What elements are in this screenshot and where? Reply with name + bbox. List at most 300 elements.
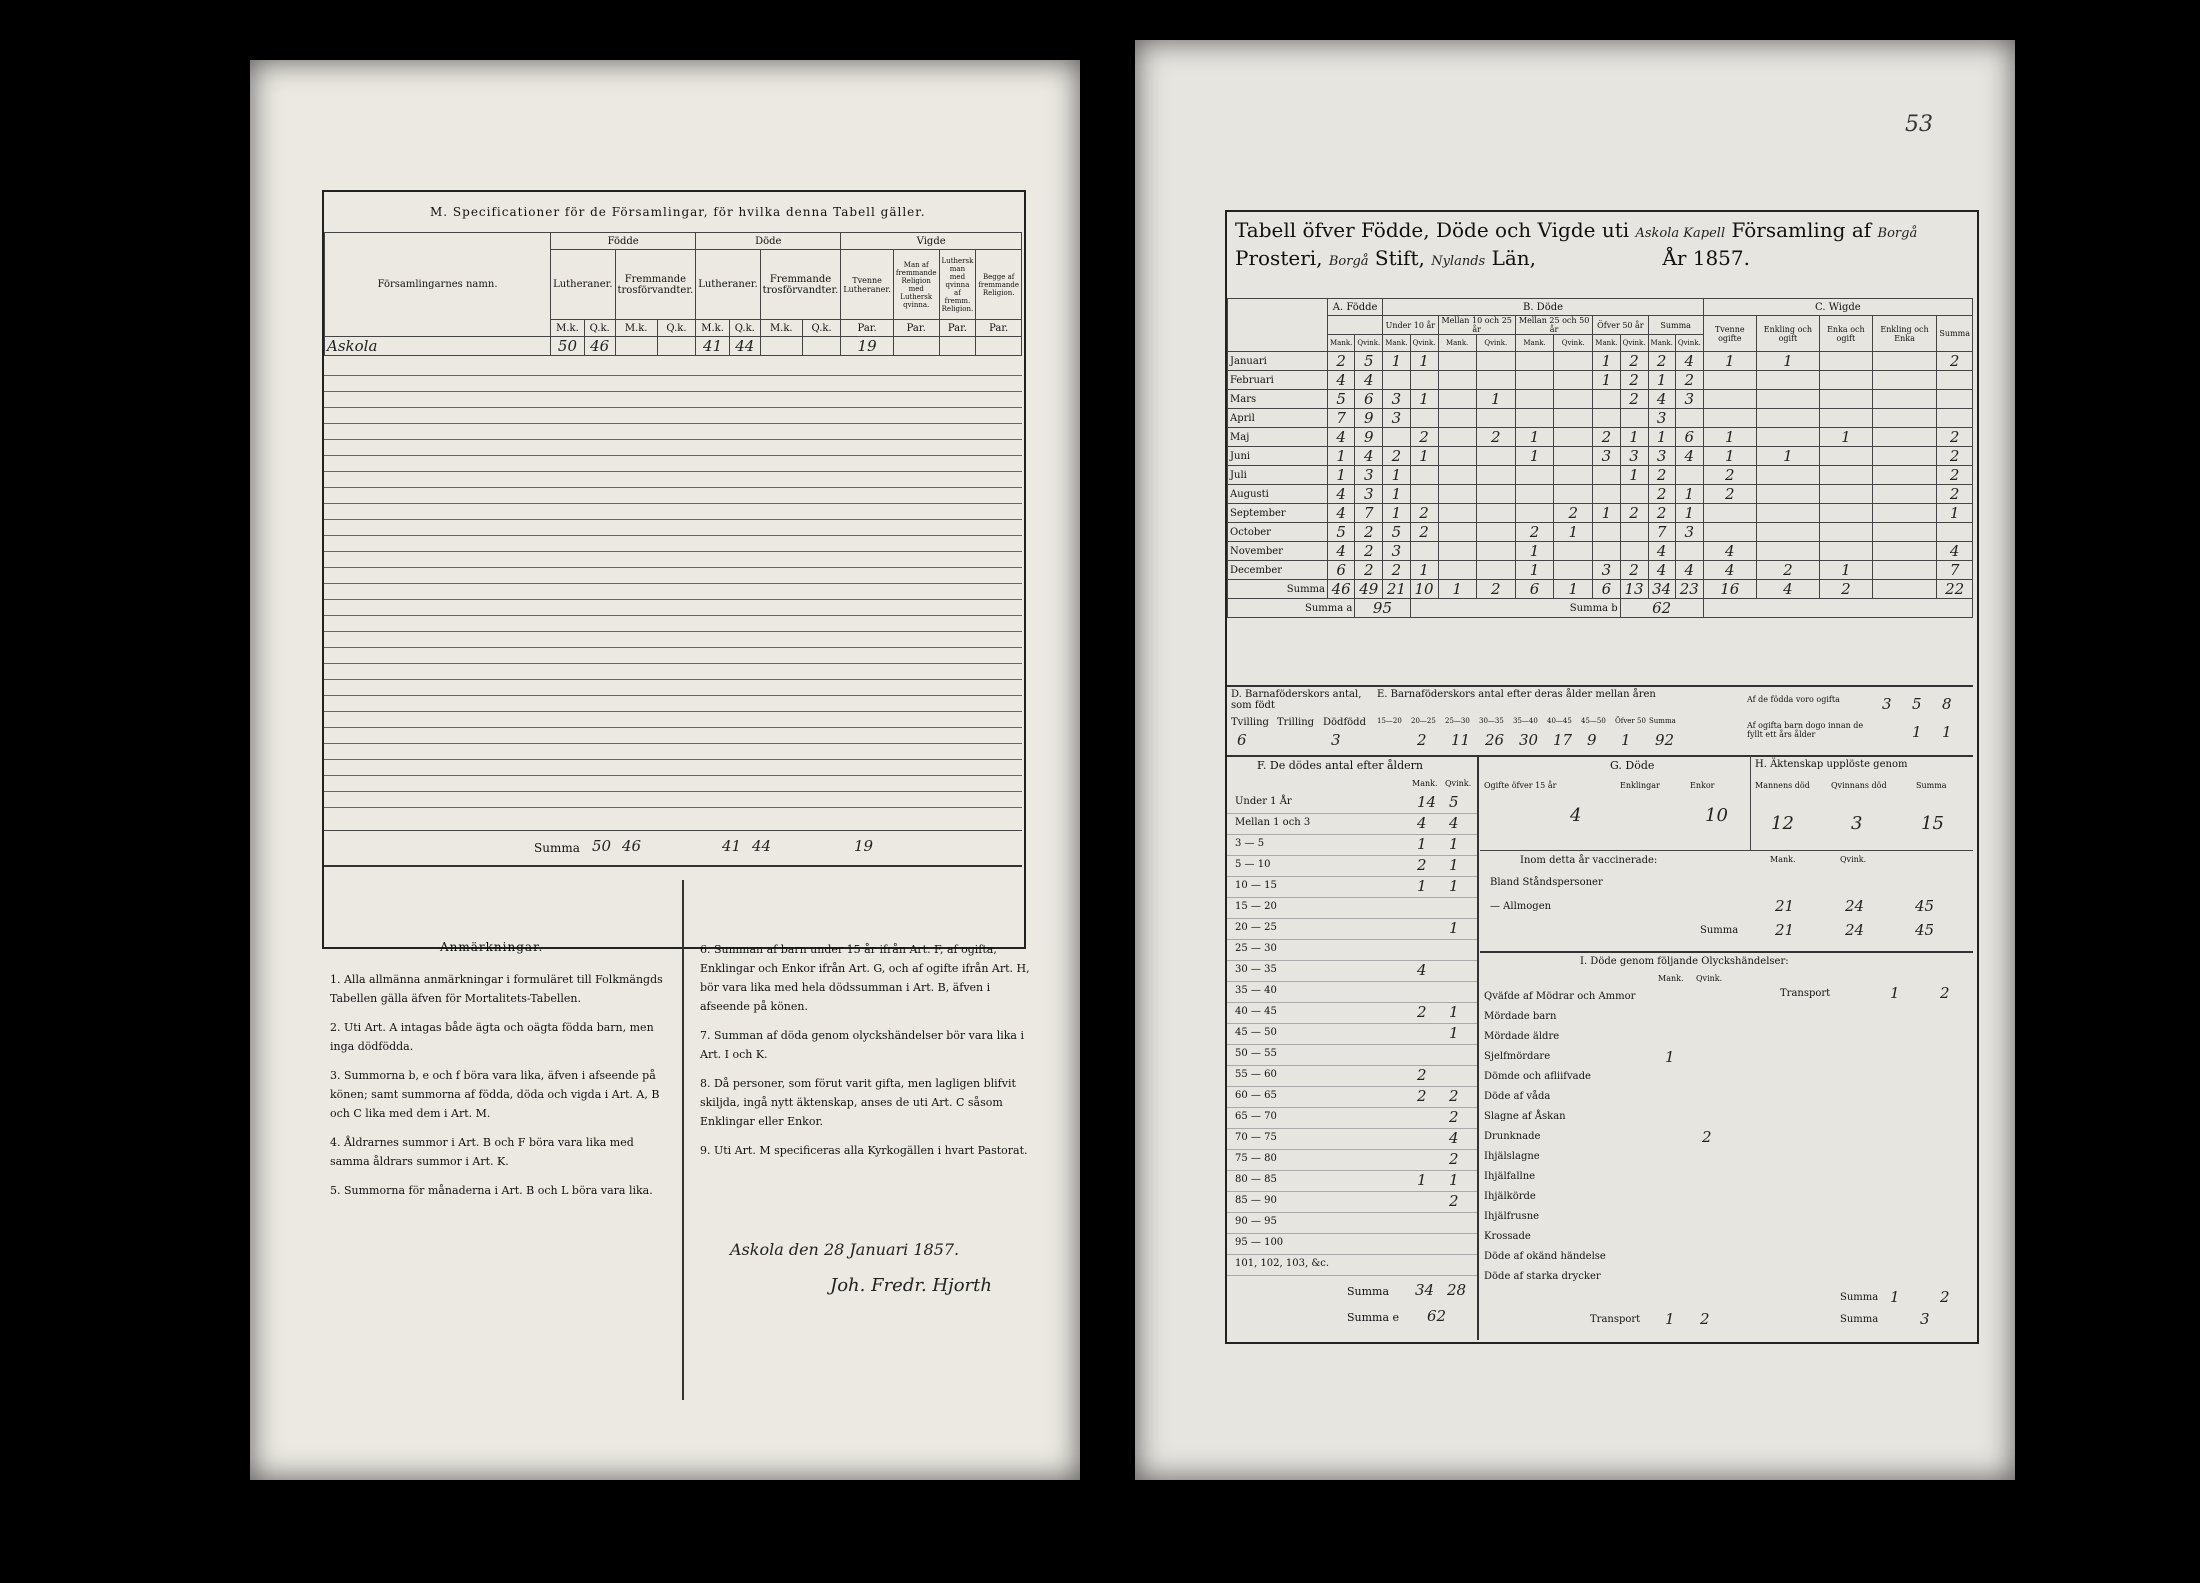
cell: [1438, 371, 1476, 390]
vacc-row: [1480, 921, 1973, 943]
cell: [1476, 371, 1515, 390]
cell: [1756, 466, 1819, 485]
i-transport-q: 2: [1700, 1310, 1710, 1328]
f-age: 101, 102, 103, &c.: [1235, 1258, 1330, 1269]
vacc-label: Bland Ståndspersoner: [1490, 877, 1603, 888]
note-5: 5. Summorna för månaderna i Art. B och L böra vara lika.: [330, 1184, 653, 1197]
cell: [1820, 352, 1873, 371]
table-row: [1228, 447, 1973, 466]
f-age: 5 — 10: [1235, 859, 1271, 870]
e-columns: [1377, 717, 1687, 755]
cell: 4: [1355, 371, 1383, 390]
cell: [1937, 523, 1973, 542]
month-rows: [1228, 352, 1973, 580]
b-col: Mellan 25 och 50 år: [1515, 316, 1592, 335]
f-age: 30 — 35: [1235, 964, 1277, 975]
qvink-header: Qvink.: [1620, 335, 1648, 352]
right-page: [1135, 40, 2015, 1480]
cell: 4: [1328, 428, 1355, 447]
cell: [1820, 542, 1873, 561]
cell: 2: [1937, 447, 1973, 466]
cell: 2: [1410, 428, 1438, 447]
cell: 1: [1515, 542, 1553, 561]
i-label: Ihjälfrusne: [1484, 1211, 1540, 1222]
e-col: 20—25: [1411, 717, 1436, 725]
f-row: [1227, 1171, 1477, 1192]
cell: 2: [1355, 542, 1383, 561]
i-q: 2: [1702, 1128, 1712, 1146]
cell: 3: [1355, 485, 1383, 504]
cell: [1675, 466, 1703, 485]
cell: 1: [1328, 466, 1355, 485]
notes-left: [330, 970, 665, 1210]
f-qvink: 5: [1449, 793, 1459, 811]
d-col: Trilling: [1277, 717, 1315, 728]
cell: 2: [1820, 580, 1873, 599]
f-mank: 4: [1417, 814, 1427, 832]
section-c: C. Wigde: [1703, 299, 1972, 316]
vacc-q: 24: [1845, 897, 1865, 915]
col-qk: Q.k.: [729, 320, 760, 337]
i-transport-right-label: Transport: [1780, 988, 1831, 999]
f-row: [1227, 814, 1477, 835]
mank-header: Mank.: [1383, 335, 1410, 352]
col-qk: Q.k.: [584, 320, 615, 337]
i-summa-q: 2: [1940, 1288, 1950, 1306]
col-qk: Q.k.: [802, 320, 840, 337]
cell: [1937, 390, 1973, 409]
e-value: 17: [1553, 731, 1573, 749]
cell: 1: [1675, 485, 1703, 504]
cell: 4: [1328, 485, 1355, 504]
mank-header: Mank.: [1438, 335, 1476, 352]
sum-dead-mk: 41: [722, 837, 742, 855]
cell: 2: [1620, 352, 1648, 371]
mank-header: Mank.: [1328, 335, 1355, 352]
cell: 1: [1703, 447, 1756, 466]
e-value: 26: [1485, 731, 1505, 749]
cell: 19: [841, 337, 894, 356]
cell: 4: [1328, 542, 1355, 561]
f-qvink: 1: [1449, 835, 1459, 853]
col-mk: M.k.: [615, 320, 657, 337]
f-age: 70 — 75: [1235, 1132, 1277, 1143]
cell: 1: [1410, 390, 1438, 409]
note-7: 7. Summan af döda genom olyckshändelser bör vara lika i Art. I och K.: [700, 1029, 1024, 1061]
vacc-row: [1480, 873, 1973, 895]
cell: 2: [1554, 504, 1593, 523]
f-qvink: 1: [1449, 1003, 1459, 1021]
e-value: 92: [1655, 731, 1675, 749]
table-row: [325, 337, 1022, 356]
g-col: Enklingar: [1620, 781, 1660, 790]
parish-hand: Askola Kapell: [1635, 226, 1726, 241]
section-d-e: [1227, 685, 1973, 757]
f-row: [1227, 1024, 1477, 1045]
cell: 2: [1648, 504, 1675, 523]
cell: 1: [1383, 352, 1410, 371]
cell: [1476, 409, 1515, 428]
cell: [1438, 409, 1476, 428]
cell: [1515, 390, 1553, 409]
tabell-title: [1235, 218, 1965, 274]
i-row: [1480, 1208, 1730, 1227]
cell: 4: [1675, 447, 1703, 466]
f-mank: 2: [1417, 856, 1427, 874]
married-luth-man: Luthersk man med qvinna af fremm. Religion.: [939, 250, 976, 320]
table-row: [1228, 504, 1973, 523]
cell: [1756, 523, 1819, 542]
cell: [1515, 466, 1553, 485]
table-row: [1228, 542, 1973, 561]
qvink-header: Qvink.: [1554, 335, 1593, 352]
i-label: Ihjälfallne: [1484, 1171, 1536, 1182]
cell: [1593, 409, 1620, 428]
vacc-m: 21: [1775, 897, 1795, 915]
cell: 2: [1620, 561, 1648, 580]
i-transport-right-q: 2: [1940, 984, 1950, 1002]
cell: [1554, 542, 1593, 561]
cell: 2: [1620, 504, 1648, 523]
f-age: 15 — 20: [1235, 901, 1277, 912]
cell: [1872, 352, 1937, 371]
notes-divider: [682, 880, 684, 1400]
born-foreign: Fremmande trosförvandter.: [615, 250, 696, 320]
i-row: [1480, 1268, 1730, 1287]
f-row: [1227, 940, 1477, 961]
title-part: Stift,: [1374, 246, 1425, 270]
cell: 1: [1476, 390, 1515, 409]
cell: 2: [1937, 428, 1973, 447]
notes-right: [700, 940, 1030, 1170]
cell: 1: [1756, 447, 1819, 466]
i-summa-total-value: 3: [1920, 1310, 1930, 1328]
f-age: 95 — 100: [1235, 1237, 1284, 1248]
d-col: Tvilling: [1231, 717, 1269, 728]
cell: [1872, 504, 1937, 523]
cell: 1: [1515, 447, 1553, 466]
vacc-row: [1480, 897, 1973, 919]
e-col: 35—40: [1513, 717, 1538, 725]
cell: 34: [1648, 580, 1675, 599]
mank-header: Mank.: [1648, 335, 1675, 352]
vacc-s: 45: [1915, 921, 1935, 939]
cell: [1820, 447, 1873, 466]
cell: [1937, 409, 1973, 428]
cell: [1820, 466, 1873, 485]
i-label: Ihjälkörde: [1484, 1191, 1536, 1202]
qvink-header: Qvink.: [1476, 335, 1515, 352]
cell: [1476, 523, 1515, 542]
h-value: 3: [1851, 813, 1863, 834]
cell: 2: [1355, 561, 1383, 580]
b-col: Öfver 50 år: [1593, 316, 1648, 335]
table-row: [1228, 390, 1973, 409]
g-value: 4: [1570, 805, 1582, 826]
cell: 1: [1675, 504, 1703, 523]
b-col: Mellan 10 och 25 år: [1438, 316, 1515, 335]
col-par: Par.: [976, 320, 1022, 337]
f-age: 45 — 50: [1235, 1027, 1277, 1038]
table-row: [1228, 561, 1973, 580]
f-row: [1227, 856, 1477, 877]
cell: 3: [1675, 523, 1703, 542]
f-qvink: 1: [1449, 919, 1459, 937]
cell: [1675, 409, 1703, 428]
cell: 1: [1515, 561, 1553, 580]
notes-title: Anmärkningar.: [440, 940, 544, 954]
section-b: B. Döde: [1383, 299, 1704, 316]
f-row: [1227, 982, 1477, 1003]
h-col: Qvinnans död: [1831, 781, 1887, 790]
i-label: Döde af starka drycker: [1484, 1271, 1601, 1282]
e-value: 2: [1417, 731, 1427, 749]
cell: [1554, 352, 1593, 371]
cell: 2: [1328, 352, 1355, 371]
cell: [1438, 504, 1476, 523]
cell: 3: [1383, 409, 1410, 428]
h-value: 12: [1771, 813, 1794, 834]
d-col: Dödfödd: [1323, 717, 1366, 728]
cell: 1: [1620, 466, 1648, 485]
cell: 2: [1515, 523, 1553, 542]
vacc-title: Inom detta år vaccinerade:: [1520, 855, 1658, 866]
cell: 1: [1593, 352, 1620, 371]
cell: 7: [1648, 523, 1675, 542]
cell: 3: [1675, 390, 1703, 409]
cell: 1: [1383, 504, 1410, 523]
f-row: [1227, 1087, 1477, 1108]
f-age: 10 — 15: [1235, 880, 1277, 891]
dead-lutheraner: Lutheraner.: [696, 250, 760, 320]
vacc-qvink: Qvink.: [1840, 855, 1867, 864]
cell: 50: [551, 337, 585, 356]
sum-dead-qk: 44: [752, 837, 772, 855]
cell: [1476, 561, 1515, 580]
f-age: 80 — 85: [1235, 1174, 1277, 1185]
sum-label: Summa: [534, 841, 580, 855]
e-col: 25—30: [1445, 717, 1470, 725]
section-h: [1750, 755, 1974, 850]
f-age: 3 — 5: [1235, 838, 1265, 849]
cell: [1476, 352, 1515, 371]
i-label: Döde af okänd händelse: [1484, 1251, 1606, 1262]
col-par: Par.: [893, 320, 939, 337]
cell: 6: [1675, 428, 1703, 447]
e-side-value: 8: [1942, 695, 1952, 713]
cell: [1820, 523, 1873, 542]
cell: 2: [1703, 485, 1756, 504]
cell: [1820, 390, 1873, 409]
table-row: [1228, 352, 1973, 371]
i-mank: Mank.: [1658, 974, 1684, 983]
summa-a-label: Summa a: [1228, 599, 1355, 618]
section-g: [1480, 755, 1750, 850]
e-col: Summa: [1649, 717, 1676, 725]
cell: 2: [1355, 523, 1383, 542]
f-age: Mellan 1 och 3: [1235, 817, 1311, 828]
left-page: [250, 60, 1080, 1480]
cell: [1438, 542, 1476, 561]
f-qvink: 2: [1449, 1192, 1459, 1210]
e-value: 1: [1621, 731, 1631, 749]
f-qvink: 4: [1449, 814, 1459, 832]
cell: 1: [1937, 504, 1973, 523]
sum-row: [324, 830, 1022, 867]
cell: [1872, 580, 1937, 599]
cell: 4: [1756, 580, 1819, 599]
cell: 2: [1383, 561, 1410, 580]
cell: 2: [1937, 485, 1973, 504]
f-qvink: 1: [1449, 856, 1459, 874]
f-age: 75 — 80: [1235, 1153, 1277, 1164]
table-row: [1228, 409, 1973, 428]
f-row: [1227, 1129, 1477, 1150]
i-row: [1480, 1088, 1730, 1107]
cell: 1: [1410, 561, 1438, 580]
cell: [1593, 542, 1620, 561]
cell: [1703, 523, 1756, 542]
cell: [1756, 409, 1819, 428]
cell: 6: [1328, 561, 1355, 580]
i-row: [1480, 1128, 1730, 1147]
cell: 3: [1648, 409, 1675, 428]
i-row: [1480, 1108, 1730, 1127]
cell: [1515, 371, 1553, 390]
c-col: Enkling och ogift: [1756, 316, 1819, 352]
col-mk: M.k.: [551, 320, 585, 337]
cell: 21: [1383, 580, 1410, 599]
f-mank-header: Mank.: [1412, 779, 1438, 788]
cell: 2: [1476, 428, 1515, 447]
sum-married: 19: [854, 837, 874, 855]
month-label: Mars: [1228, 390, 1328, 409]
f-row: [1227, 898, 1477, 919]
cell: 1: [1593, 504, 1620, 523]
cell: [1620, 409, 1648, 428]
g-title: G. Döde: [1610, 759, 1655, 772]
cell: [1554, 428, 1593, 447]
f-row: [1227, 835, 1477, 856]
f-qvink: 1: [1449, 877, 1459, 895]
i-label: Slagne af Åskan: [1484, 1111, 1566, 1122]
table-row: [1228, 428, 1973, 447]
cell: 1: [1756, 352, 1819, 371]
cell: 2: [1937, 352, 1973, 371]
cell: 2: [1756, 561, 1819, 580]
section-vaccinated: [1480, 850, 1973, 953]
cell: [1872, 485, 1937, 504]
cell: [1438, 523, 1476, 542]
cell: 2: [1593, 428, 1620, 447]
cell: [1438, 390, 1476, 409]
married-begge: Begge af fremmande Religion.: [976, 250, 1022, 320]
cell: 46: [584, 337, 615, 356]
cell: 1: [1383, 466, 1410, 485]
i-transport-m: 1: [1665, 1310, 1675, 1328]
vacc-m: 21: [1775, 921, 1795, 939]
cell: 4: [1648, 542, 1675, 561]
e-col: 30—35: [1479, 717, 1504, 725]
f-row: [1227, 1255, 1477, 1276]
cell: 4: [1937, 542, 1973, 561]
specification-table: [324, 232, 1022, 356]
g-col: Enkor: [1690, 781, 1715, 790]
cell: 1: [1554, 580, 1593, 599]
f-row: [1227, 1213, 1477, 1234]
born-lutheraner: Lutheraner.: [551, 250, 615, 320]
month-label: December: [1228, 561, 1328, 580]
cell: 9: [1355, 428, 1383, 447]
month-label: September: [1228, 504, 1328, 523]
table-row: [1228, 371, 1973, 390]
e-side-value: 3: [1882, 695, 1892, 713]
cell: [1593, 390, 1620, 409]
cell: [1554, 390, 1593, 409]
cell: [1476, 504, 1515, 523]
cell: [1872, 371, 1937, 390]
f-mank: 1: [1417, 877, 1427, 895]
f-row: [1227, 1192, 1477, 1213]
title-part: Församling af: [1731, 218, 1872, 242]
f-summa-label: Summa: [1347, 1285, 1390, 1298]
year-label: År 1857.: [1662, 246, 1750, 270]
parish-name: Askola: [325, 337, 551, 356]
cell: [1872, 447, 1937, 466]
cell: 1: [1648, 428, 1675, 447]
cell: 1: [1410, 352, 1438, 371]
h-value: 15: [1921, 813, 1944, 834]
i-m: 1: [1665, 1048, 1675, 1066]
cell: 4: [1328, 371, 1355, 390]
f-qvink: 2: [1449, 1150, 1459, 1168]
col-par: Par.: [939, 320, 976, 337]
f-row: [1227, 1045, 1477, 1066]
cell: 2: [1937, 466, 1973, 485]
cell: [1703, 390, 1756, 409]
summa-a-value: 95: [1355, 599, 1410, 618]
month-label: Augusti: [1228, 485, 1328, 504]
cell: [1410, 409, 1438, 428]
f-summa-q: 28: [1447, 1281, 1467, 1299]
d-value: 6: [1237, 731, 1247, 749]
cell: [1410, 485, 1438, 504]
e-value: 30: [1519, 731, 1539, 749]
e-title: E. Barnaföderskors antal efter deras ålder mellan åren: [1377, 689, 1656, 700]
e-value: 9: [1587, 731, 1597, 749]
e-side-value: 1: [1942, 723, 1952, 741]
f-mank: 4: [1417, 961, 1427, 979]
note-2: 2. Uti Art. A intagas både ägta och oägta födda barn, men inga dödfödda.: [330, 1021, 654, 1053]
f-mank: 2: [1417, 1066, 1427, 1084]
i-label: Döde af våda: [1484, 1091, 1551, 1102]
place-date: Askola den 28 Januari 1857.: [730, 1240, 960, 1259]
f-summa-e-label: Summa e: [1347, 1311, 1400, 1324]
cell: [1476, 542, 1515, 561]
i-label: Mördade barn: [1484, 1011, 1557, 1022]
cell: [1515, 409, 1553, 428]
vacc-label: — Allmogen: [1490, 901, 1552, 912]
g-col: Ogifte öfver 15 år: [1484, 781, 1557, 790]
f-age: 20 — 25: [1235, 922, 1277, 933]
parish-header: Församlingarnes namn.: [325, 233, 551, 337]
married-tvenne: Tvenne Lutheraner.: [841, 250, 894, 320]
lan-hand: Nylands: [1431, 254, 1486, 269]
mank-header: Mank.: [1593, 335, 1620, 352]
f-age: 55 — 60: [1235, 1069, 1277, 1080]
cell: [1438, 561, 1476, 580]
e-value: 11: [1451, 731, 1471, 749]
